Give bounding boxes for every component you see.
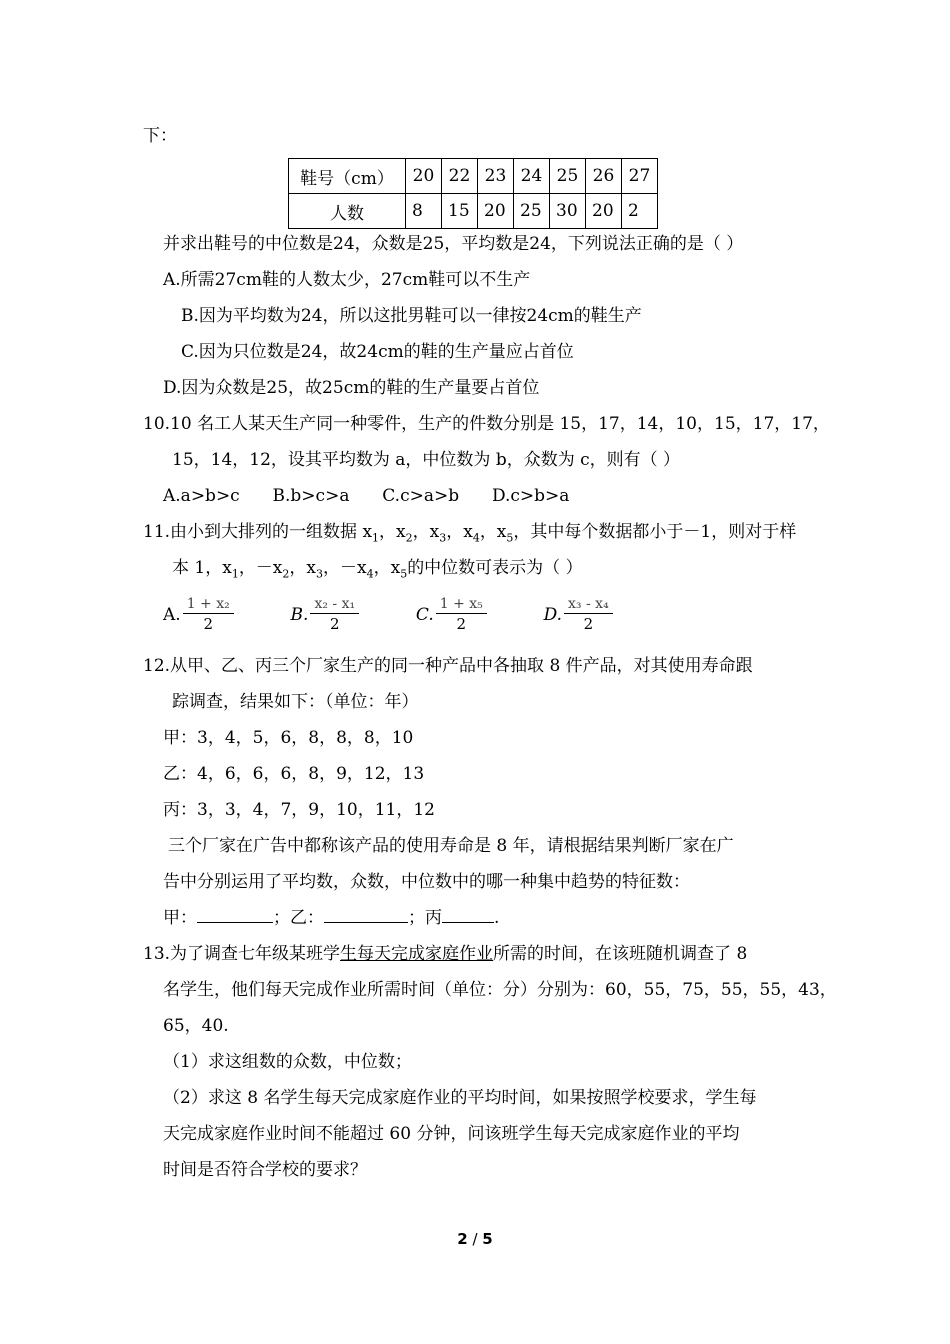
q10-line1: 10.10 名工人某天生产同一种零件，生产的件数分别是 15，17，14，10，15，17，17，: [143, 414, 830, 434]
table-cell: 20: [586, 194, 622, 229]
q10-option-d: D.c>b>a: [491, 486, 570, 506]
q9-option-d: D.因为众数是25，故25cm的鞋的生产量要占首位: [163, 378, 540, 398]
q12-line3: 三个厂家在广告中都称该产品的使用寿命是 8 年，请根据结果判断厂家在广: [168, 836, 734, 856]
q12-bing: 丙：3，3，4，7，9，10，11，12: [163, 800, 435, 820]
q10-options: [163, 484, 569, 508]
intro-tail: 下：: [143, 126, 177, 146]
q10-line2: 15，14，12，设其平均数为 a，中位数为 b，众数为 c，则有（ ）: [172, 450, 681, 470]
answer-blank-jia[interactable]: [197, 906, 273, 923]
q11-line2: 本 1，$x_1$，$-x_2$，$x_3$，$-x_4$，$x_5$的中位数可表示为（ ）: [172, 558, 583, 581]
q11-option-c-fraction: $\frac{\text{1 + x₅}}{2}$: [436, 595, 487, 634]
table-header-cell: 鞋号（cm）: [289, 159, 406, 194]
table-cell: 27: [622, 159, 658, 194]
q9-option-a: A.所需27cm鞋的人数太少，27cm鞋可以不生产: [163, 270, 531, 290]
q13-line1: 13.为了调查七年级某班学生每天完成家庭作业所需的时间，在该班随机调查了 8: [143, 944, 748, 964]
q13-part2-line1: （2）求这 8 名学生每天完成家庭作业的平均时间，如果按照学校要求，学生每: [163, 1088, 757, 1108]
table-header-cell: 人数: [289, 194, 406, 229]
q12-jia: 甲：3，4，5，6，8，8，8，10: [163, 728, 414, 748]
table-row: [289, 194, 658, 229]
table-cell: 20: [406, 159, 442, 194]
q13-part1: （1）求这组数的众数，中位数；: [163, 1052, 412, 1072]
table-cell: 25: [550, 159, 586, 194]
q11-option-a-label: A.: [163, 604, 181, 625]
q12-fill-line: 甲： ；乙： ；丙 .: [163, 908, 500, 928]
q11-line1: 11.由小到大排列的一组数据 $x_1$，$x_2$，$x_3$，$x_4$，$x_5$，其中每个数据都小于－1，则对于样: [143, 522, 797, 545]
q11-option-d-fraction: $\frac{\text{x₃ - x₄}}{2}$: [564, 595, 613, 634]
q11-option-c-label: C.: [415, 604, 434, 625]
table-cell: 8: [406, 194, 442, 229]
q9-option-b: B.因为平均数为24，所以这批男鞋可以一律按24cm的鞋生产: [181, 306, 642, 326]
q12-yi: 乙：4，6，6，6，8，9，12，13: [163, 764, 425, 784]
q13-underlined-text: 生每天完成家庭作业: [340, 944, 494, 964]
q12-line2: 踪调查，结果如下：（单位：年）: [172, 692, 419, 712]
q10-option-a: A.a>b>c: [163, 486, 240, 506]
q11-option-b-fraction: $\frac{\text{x₂ - x₁}}{2}$: [310, 595, 359, 634]
q13-line3: 65，40.: [163, 1016, 229, 1036]
q12-line4: 告中分别运用了平均数，众数，中位数中的哪一种集中趋势的特征数：: [163, 872, 690, 892]
table-cell: 25: [514, 194, 550, 229]
shoe-size-table: [288, 158, 658, 229]
table-cell: 23: [478, 159, 514, 194]
answer-blank-yi[interactable]: [324, 906, 408, 923]
q10-option-c: C.c>a>b: [382, 486, 460, 506]
q13-line2: 名学生，他们每天完成作业所需时间（单位：分）分别为：60，55，75，55，55，43，: [163, 980, 837, 1000]
table-cell: 20: [478, 194, 514, 229]
q11-option-d-label: D.: [543, 604, 563, 625]
page-number: 2 / 5: [457, 1230, 493, 1248]
q13-part2-line2: 天完成家庭作业时间不能超过 60 分钟，问该班学生每天完成家庭作业的平均: [163, 1124, 740, 1144]
table-cell: 15: [442, 194, 478, 229]
q11-options: [163, 594, 613, 635]
table-cell: 26: [586, 159, 622, 194]
table-row: [289, 159, 658, 194]
q13-part2-line3: 时间是否符合学校的要求？: [163, 1160, 367, 1180]
q9-option-c: C.因为只位数是24，故24cm的鞋的生产量应占首位: [181, 342, 574, 362]
q12-line1: 12.从甲、乙、丙三个厂家生产的同一种产品中各抽取 8 件产品，对其使用寿命跟: [143, 656, 753, 676]
table-cell: 30: [550, 194, 586, 229]
q11-option-b-label: B.: [290, 604, 309, 625]
answer-blank-bing[interactable]: [442, 906, 494, 923]
table-cell: 24: [514, 159, 550, 194]
table-cell: 2: [622, 194, 658, 229]
q10-option-b: B.b>c>a: [272, 486, 350, 506]
table-cell: 22: [442, 159, 478, 194]
q9-stem: 并求出鞋号的中位数是24，众数是25，平均数是24，下列说法正确的是（ ）: [163, 234, 744, 254]
q11-option-a-fraction: $\frac{\text{1 + x₂}}{2}$: [183, 595, 234, 634]
